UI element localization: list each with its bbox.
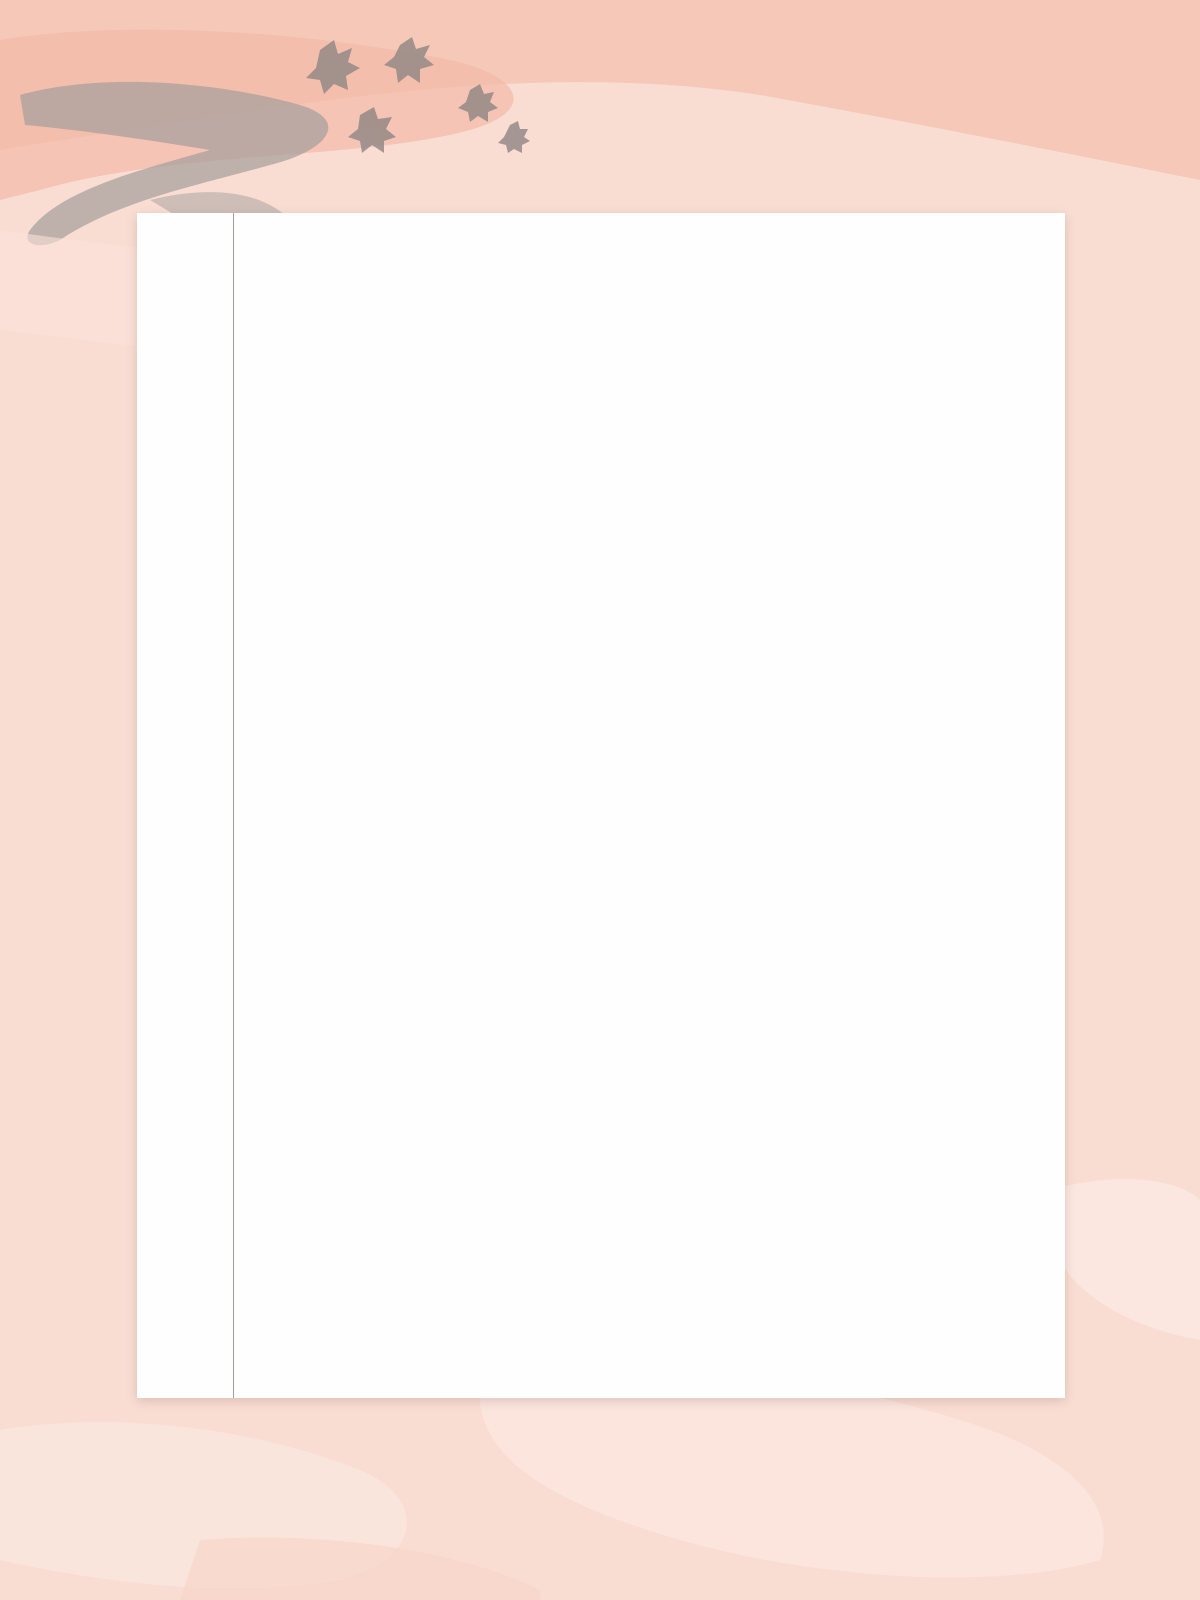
page-title	[240, 78, 1040, 328]
lined-paper-card	[137, 213, 1065, 1398]
paper-margin-line	[233, 213, 234, 1398]
